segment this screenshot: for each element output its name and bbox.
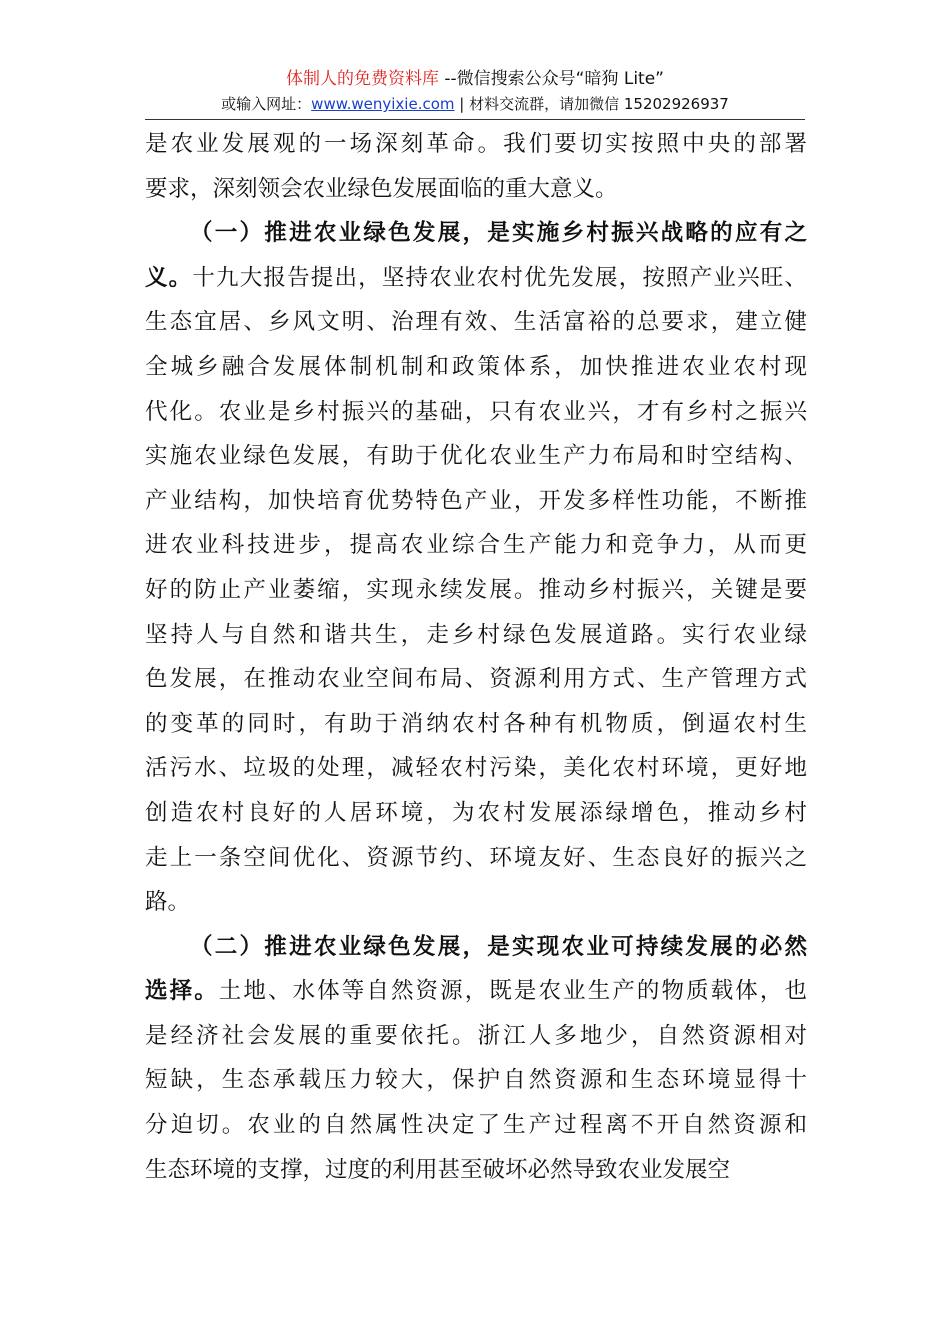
line-text: 分迫切。农业的自然属性决定了生产过程离不开自然资源和: [145, 1112, 807, 1139]
paragraph: [145, 925, 807, 1193]
text-line: [145, 836, 807, 881]
text-line: [145, 167, 807, 212]
line-text: 生态环境的支撑，过度的利用甚至破坏必然导致农业发展空: [145, 1156, 731, 1183]
text-line: [145, 969, 807, 1014]
text-line: [145, 479, 807, 524]
line-text: 路。: [145, 889, 191, 916]
line-text: 好的防止产业萎缩，实现永续发展。推动乡村振兴，关键是要: [145, 576, 807, 603]
header-title-line: [145, 66, 805, 92]
text-line: [145, 1103, 807, 1148]
text-line: [145, 122, 807, 167]
bold-lead-text: 选择。: [145, 978, 219, 1005]
header-contact-line: [145, 92, 805, 116]
text-line: [145, 434, 807, 479]
bold-lead-text: （二）推进农业绿色发展，是实现农业可持续发展的必然: [190, 933, 807, 960]
line-text: 坚持人与自然和谐共生，走乡村绿色发展道路。实行农业绿: [145, 621, 807, 648]
text-line: [145, 1014, 807, 1059]
line-text: 色发展，在推动农业空间布局、资源利用方式、生产管理方式: [145, 666, 807, 693]
paragraph: [145, 122, 807, 211]
text-line: [145, 880, 807, 925]
line-text: 短缺，生态承载压力较大，保护自然资源和生态环境显得十: [145, 1067, 807, 1094]
page-header: [145, 66, 805, 116]
document-body: [145, 122, 807, 1192]
line-text: 的变革的同时，有助于消纳农村各种有机物质，倒逼农村生: [145, 710, 807, 737]
header-url-link[interactable]: www.wenyixie.com: [311, 95, 455, 113]
line-text: 创造农村良好的人居环境，为农村发展添绿增色，推动乡村: [145, 799, 807, 826]
line-text: 十九大报告提出，坚持农业农村优先发展，按照产业兴旺、: [192, 264, 807, 291]
text-line: [145, 211, 807, 256]
line-text: 活污水、垃圾的处理，减轻农村污染，美化农村环境，更好地: [145, 755, 807, 782]
text-line: [145, 300, 807, 345]
text-line: [145, 345, 807, 390]
header-url-prefix: 或输入网址：: [221, 95, 312, 113]
header-divider: [145, 119, 805, 120]
text-line: [145, 1058, 807, 1103]
text-line: [145, 568, 807, 613]
line-text: 要求，深刻领会农业绿色发展面临的重大意义。: [145, 175, 618, 202]
text-line: [145, 390, 807, 435]
line-text: 是经济社会发展的重要依托。浙江人多地少，自然资源相对: [145, 1022, 807, 1049]
text-line: [145, 925, 807, 970]
text-line: [145, 1148, 807, 1193]
paragraph: [145, 211, 807, 925]
text-line: [145, 746, 807, 791]
line-text: 全城乡融合发展体制机制和政策体系，加快推进农业农村现: [145, 353, 807, 380]
text-line: [145, 791, 807, 836]
header-contact: | 材料交流群，请加微信 15202926937: [454, 95, 729, 113]
text-line: [145, 657, 807, 702]
header-tagline: --微信搜索公众号“暗狗 Lite”: [438, 69, 664, 89]
text-line: [145, 523, 807, 568]
text-line: [145, 702, 807, 747]
bold-lead-text: 义。: [145, 264, 193, 291]
line-text: 生态宜居、乡风文明、治理有效、生活富裕的总要求，建立健: [145, 309, 807, 336]
bold-lead-text: （一）推进农业绿色发展，是实施乡村振兴战略的应有之: [190, 220, 807, 247]
text-line: [145, 613, 807, 658]
line-text: 实施农业绿色发展，有助于优化农业生产力布局和时空结构、: [145, 443, 807, 470]
line-text: 代化。农业是乡村振兴的基础，只有农业兴，才有乡村之振兴: [145, 398, 807, 425]
header-brand: 体制人的免费资料库: [285, 69, 439, 89]
line-text: 进农业科技进步，提高农业综合生产能力和竞争力，从而更: [145, 532, 807, 559]
line-text: 走上一条空间优化、资源节约、环境友好、生态良好的振兴之: [145, 844, 807, 871]
line-text: 产业结构，加快培育优势特色产业，开发多样性功能，不断推: [145, 487, 807, 514]
line-text: 土地、水体等自然资源，既是农业生产的物质载体，也: [218, 978, 807, 1005]
text-line: [145, 256, 807, 301]
line-text: 是农业发展观的一场深刻革命。我们要切实按照中央的部署: [145, 131, 807, 157]
